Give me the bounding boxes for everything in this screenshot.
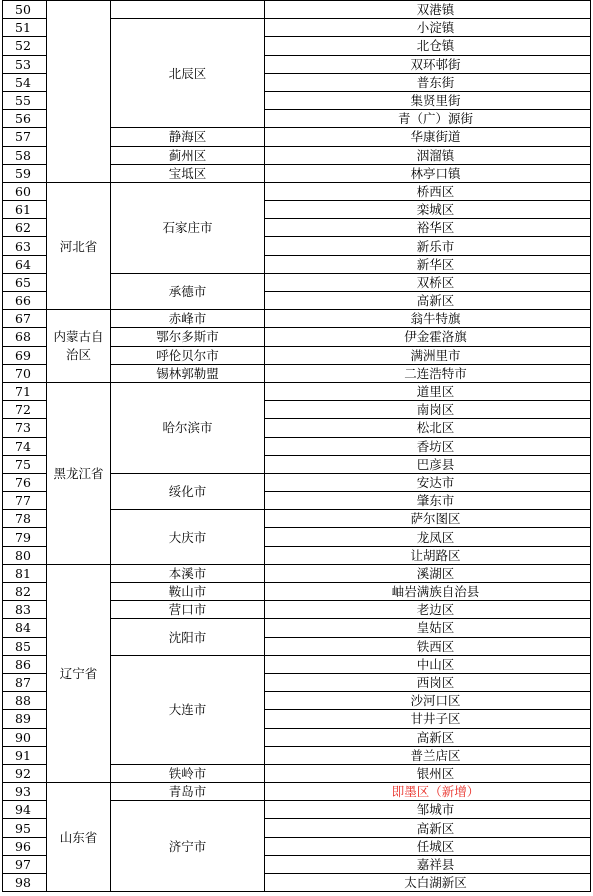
district-cell: 老边区 — [265, 601, 591, 619]
district-cell: 新乐市 — [265, 237, 591, 255]
city-cell: 北辰区 — [111, 19, 265, 128]
row-number: 71 — [3, 382, 47, 400]
district-cell: 双环邨街 — [265, 55, 591, 73]
row-number: 82 — [3, 583, 47, 601]
district-cell: 裕华区 — [265, 219, 591, 237]
row-number: 97 — [3, 855, 47, 873]
row-number: 95 — [3, 819, 47, 837]
row-number: 52 — [3, 37, 47, 55]
row-number: 72 — [3, 401, 47, 419]
row-number: 85 — [3, 637, 47, 655]
district-cell: 满洲里市 — [265, 346, 591, 364]
row-number: 53 — [3, 55, 47, 73]
city-cell: 呼伦贝尔市 — [111, 346, 265, 364]
row-number: 81 — [3, 564, 47, 582]
district-cell: 龙凤区 — [265, 528, 591, 546]
district-cell: 甘井子区 — [265, 710, 591, 728]
district-cell: 松北区 — [265, 419, 591, 437]
province-cell: 辽宁省 — [47, 564, 111, 782]
city-cell: 鄂尔多斯市 — [111, 328, 265, 346]
table-row — [3, 783, 591, 801]
district-cell: 中山区 — [265, 655, 591, 673]
row-number: 96 — [3, 837, 47, 855]
district-cell: 香坊区 — [265, 437, 591, 455]
district-cell: 太白湖新区 — [265, 874, 591, 892]
district-cell: 集贤里街 — [265, 91, 591, 109]
city-cell: 青岛市 — [111, 783, 265, 801]
row-number: 66 — [3, 292, 47, 310]
row-number: 88 — [3, 692, 47, 710]
district-cell: 高新区 — [265, 728, 591, 746]
city-cell: 营口市 — [111, 601, 265, 619]
district-cell: 巴彦县 — [265, 455, 591, 473]
district-cell: 任城区 — [265, 837, 591, 855]
district-cell: 普兰店区 — [265, 746, 591, 764]
row-number: 55 — [3, 91, 47, 109]
district-cell: 双桥区 — [265, 273, 591, 291]
row-number: 69 — [3, 346, 47, 364]
row-number: 74 — [3, 437, 47, 455]
city-cell: 大连市 — [111, 655, 265, 764]
province-cell: 山东省 — [47, 783, 111, 892]
city-cell: 蓟州区 — [111, 146, 265, 164]
row-number: 62 — [3, 219, 47, 237]
row-number: 91 — [3, 746, 47, 764]
district-cell: 高新区 — [265, 292, 591, 310]
city-cell: 大庆市 — [111, 510, 265, 565]
province-cell: 内蒙古自治区 — [47, 310, 111, 383]
table-row — [3, 182, 591, 200]
district-cell: 北仓镇 — [265, 37, 591, 55]
row-number: 70 — [3, 364, 47, 382]
city-cell: 静海区 — [111, 128, 265, 146]
district-cell: 桥西区 — [265, 182, 591, 200]
city-cell: 宝坻区 — [111, 164, 265, 182]
city-cell: 锡林郭勒盟 — [111, 364, 265, 382]
row-number: 90 — [3, 728, 47, 746]
district-cell: 银州区 — [265, 764, 591, 782]
district-cell: 新华区 — [265, 255, 591, 273]
row-number: 76 — [3, 473, 47, 491]
district-cell: 铁西区 — [265, 637, 591, 655]
district-cell: 高新区 — [265, 819, 591, 837]
city-cell: 济宁市 — [111, 801, 265, 892]
district-cell: 青（广）源街 — [265, 110, 591, 128]
district-cell-new: 即墨区（新增） — [265, 783, 591, 801]
row-number: 86 — [3, 655, 47, 673]
city-cell — [111, 1, 265, 19]
row-number: 65 — [3, 273, 47, 291]
district-cell: 林亭口镇 — [265, 164, 591, 182]
district-cell: 溪湖区 — [265, 564, 591, 582]
row-number: 77 — [3, 492, 47, 510]
row-number: 73 — [3, 419, 47, 437]
row-number: 58 — [3, 146, 47, 164]
row-number: 75 — [3, 455, 47, 473]
district-cell: 邹城市 — [265, 801, 591, 819]
district-cell: 让胡路区 — [265, 546, 591, 564]
district-cell: 南岗区 — [265, 401, 591, 419]
city-cell: 本溪市 — [111, 564, 265, 582]
row-number: 89 — [3, 710, 47, 728]
district-cell: 皇姑区 — [265, 619, 591, 637]
table-row — [3, 1, 591, 19]
district-cell: 肇东市 — [265, 492, 591, 510]
row-number: 79 — [3, 528, 47, 546]
district-cell: 沙河口区 — [265, 692, 591, 710]
district-cell: 洇溜镇 — [265, 146, 591, 164]
row-number: 93 — [3, 783, 47, 801]
table-row — [3, 382, 591, 400]
row-number: 87 — [3, 673, 47, 691]
district-cell: 萨尔图区 — [265, 510, 591, 528]
district-table — [2, 0, 591, 892]
district-cell: 二连浩特市 — [265, 364, 591, 382]
city-cell: 绥化市 — [111, 473, 265, 509]
district-cell: 双港镇 — [265, 1, 591, 19]
city-cell: 铁岭市 — [111, 764, 265, 782]
district-cell: 安达市 — [265, 473, 591, 491]
district-cell: 伊金霍洛旗 — [265, 328, 591, 346]
city-cell: 沈阳市 — [111, 619, 265, 655]
district-cell: 西岗区 — [265, 673, 591, 691]
row-number: 68 — [3, 328, 47, 346]
row-number: 63 — [3, 237, 47, 255]
row-number: 67 — [3, 310, 47, 328]
district-cell: 岫岩满族自治县 — [265, 583, 591, 601]
row-number: 92 — [3, 764, 47, 782]
row-number: 56 — [3, 110, 47, 128]
district-cell: 栾城区 — [265, 201, 591, 219]
table-row — [3, 310, 591, 328]
row-number: 83 — [3, 601, 47, 619]
province-cell: 黑龙江省 — [47, 382, 111, 564]
district-cell: 小淀镇 — [265, 19, 591, 37]
province-cell — [47, 1, 111, 183]
row-number: 78 — [3, 510, 47, 528]
city-cell: 鞍山市 — [111, 583, 265, 601]
row-number: 64 — [3, 255, 47, 273]
row-number: 84 — [3, 619, 47, 637]
city-cell: 承德市 — [111, 273, 265, 309]
district-cell: 翁牛特旗 — [265, 310, 591, 328]
district-cell: 华康街道 — [265, 128, 591, 146]
district-cell: 嘉祥县 — [265, 855, 591, 873]
row-number: 50 — [3, 1, 47, 19]
city-cell: 哈尔滨市 — [111, 382, 265, 473]
row-number: 61 — [3, 201, 47, 219]
row-number: 59 — [3, 164, 47, 182]
row-number: 60 — [3, 182, 47, 200]
city-cell: 赤峰市 — [111, 310, 265, 328]
district-cell: 道里区 — [265, 382, 591, 400]
province-cell: 河北省 — [47, 182, 111, 309]
row-number: 94 — [3, 801, 47, 819]
row-number: 54 — [3, 73, 47, 91]
row-number: 57 — [3, 128, 47, 146]
row-number: 80 — [3, 546, 47, 564]
district-cell: 普东街 — [265, 73, 591, 91]
table-row — [3, 564, 591, 582]
row-number: 98 — [3, 874, 47, 892]
row-number: 51 — [3, 19, 47, 37]
city-cell: 石家庄市 — [111, 182, 265, 273]
